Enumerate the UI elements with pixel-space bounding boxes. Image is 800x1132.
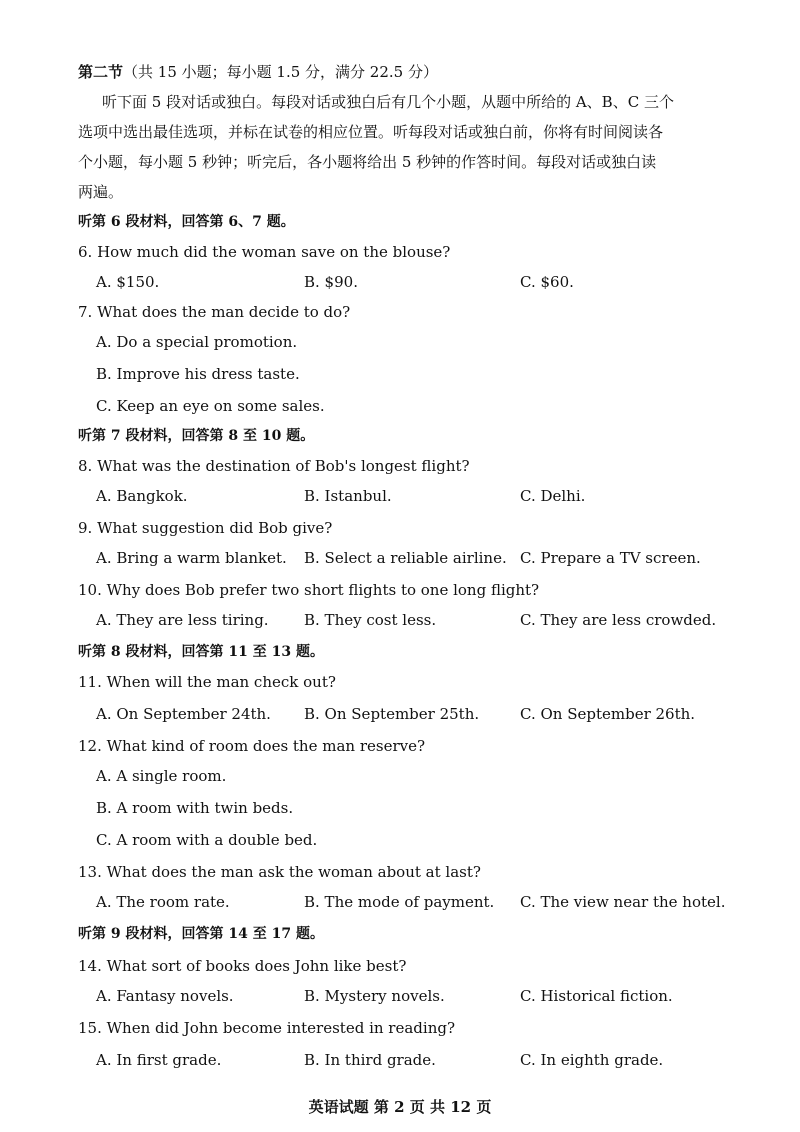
material-heading: 听第 6 段材料，回答第 6、7 题。 (78, 214, 295, 230)
option-c: C. Keep an eye on some sales. (96, 397, 325, 415)
option-c: C. In eighth grade. (520, 1051, 664, 1069)
option-c: C. They are less crowded. (520, 611, 717, 629)
option-b: B. Mystery novels. (304, 987, 445, 1005)
option-b: B. Improve his dress taste. (96, 365, 300, 383)
option-c: C. Delhi. (520, 487, 586, 505)
option-b: B. A room with twin beds. (96, 799, 294, 817)
option-a: A. $150. (96, 273, 160, 291)
option-a: A. A single room. (96, 767, 227, 785)
option-a: A. Do a special promotion. (96, 333, 298, 351)
option-b: B. They cost less. (304, 611, 437, 629)
page-footer: 英语试题 第 2 页 共 12 页 (308, 1098, 492, 1116)
question-stem: 15. When did John become interested in reading? (78, 1019, 455, 1037)
question-stem: 14. What sort of books does John like best? (78, 957, 407, 975)
instruction-line: 选项中选出最佳选项，并标在试卷的相应位置。听每段对话或独白前，你将有时间阅读各 (78, 123, 664, 141)
option-c: C. Prepare a TV screen. (520, 549, 701, 567)
question-stem: 13. What does the man ask the woman about at last? (78, 863, 481, 881)
option-c: C. The view near the hotel. (520, 893, 726, 911)
section-title: 第二节 (78, 63, 124, 81)
question-stem: 8. What was the destination of Bob's longest flight? (78, 457, 470, 475)
option-b: B. In third grade. (304, 1051, 436, 1069)
question-stem: 6. How much did the woman save on the blouse? (78, 243, 451, 261)
material-heading: 听第 7 段材料，回答第 8 至 10 题。 (78, 428, 315, 444)
section-note: （共 15 小题；每小题 1.5 分，满分 22.5 分） (123, 63, 438, 81)
option-b: B. The mode of payment. (304, 893, 495, 911)
option-a: A. They are less tiring. (96, 611, 269, 629)
question-stem: 7. What does the man decide to do? (78, 303, 351, 321)
section-heading (78, 62, 438, 82)
option-c: C. $60. (520, 273, 574, 291)
question-stem: 9. What suggestion did Bob give? (78, 519, 333, 537)
material-heading: 听第 9 段材料，回答第 14 至 17 题。 (78, 926, 324, 942)
option-a: A. Fantasy novels. (96, 987, 234, 1005)
option-b: B. $90. (304, 273, 358, 291)
option-a: A. The room rate. (96, 893, 230, 911)
question-stem: 10. Why does Bob prefer two short flights to one long flight? (78, 581, 540, 599)
option-a: A. Bangkok. (96, 487, 188, 505)
question-stem: 11. When will the man check out? (78, 673, 336, 691)
option-c: C. A room with a double bed. (96, 831, 318, 849)
instruction-line: 个小题，每小题 5 秒钟；听完后，各小题将给出 5 秒钟的作答时间。每段对话或独白读 (78, 153, 657, 171)
instruction-line: 听下面 5 段对话或独白。每段对话或独白后有几个小题，从题中所给的 A、B、C 三个 (102, 93, 674, 111)
option-a: A. In first grade. (96, 1051, 222, 1069)
option-a: A. On September 24th. (96, 705, 271, 723)
option-a: A. Bring a warm blanket. (96, 549, 287, 567)
question-stem: 12. What kind of room does the man reserve? (78, 737, 426, 755)
instruction-line: 两遍。 (78, 183, 124, 201)
option-b: B. Istanbul. (304, 487, 392, 505)
option-b: B. On September 25th. (304, 705, 480, 723)
material-heading: 听第 8 段材料，回答第 11 至 13 题。 (78, 644, 324, 660)
option-c: C. On September 26th. (520, 705, 696, 723)
option-c: C. Historical fiction. (520, 987, 673, 1005)
option-b: B. Select a reliable airline. (304, 549, 507, 567)
